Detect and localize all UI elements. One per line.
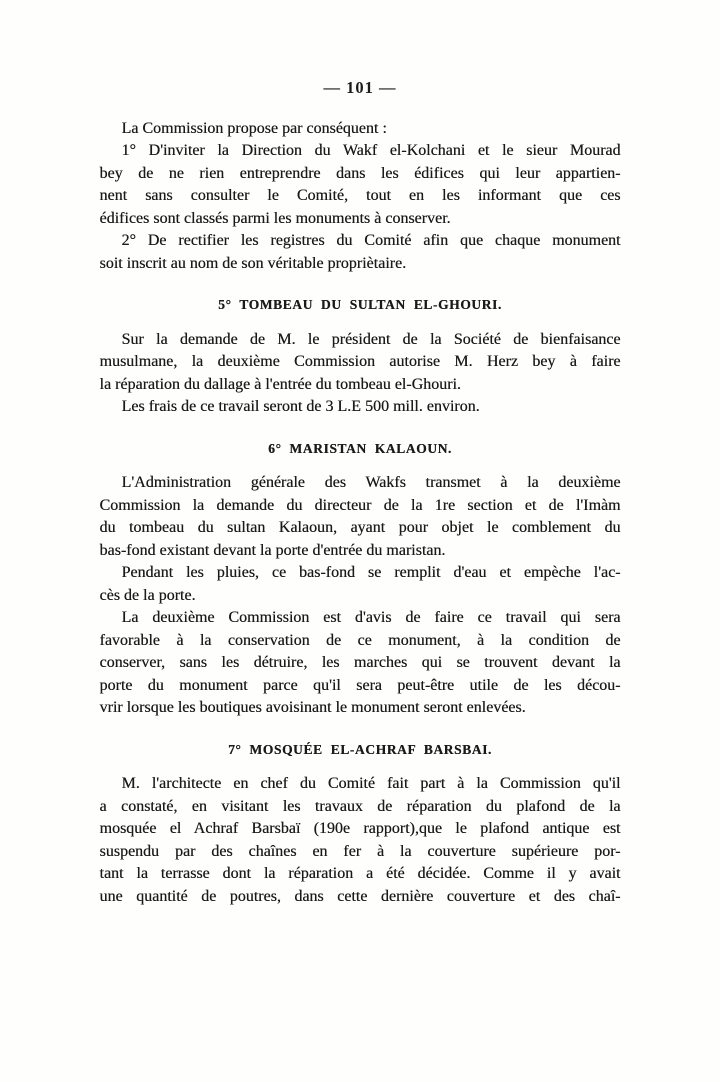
section-heading: 7° MOSQUÉE EL-ACHRAF BARSBAI.: [228, 741, 492, 757]
text-line: M. l'architecte en chef du Comité fait part à la Commission qu'il: [121, 775, 621, 792]
text-line: musulmane, la deuxième Commission autorise M. Herz bey à faire: [99, 353, 621, 370]
text-line: édifices sont classés parmi les monuments à conserver.: [99, 209, 451, 227]
text-line: 2° De rectifier les registres du Comité afin que chaque monument: [121, 232, 621, 249]
text-line: nent sans consulter le Comité, tout en les informant que ces: [99, 187, 621, 204]
paragraph: [100, 140, 621, 230]
text-line: du tombeau du sultan Kalaoun, ayant pour objet le comblement du: [99, 519, 621, 536]
text-line: soit inscrit au nom de son véritable propriètaire.: [99, 254, 407, 272]
paragraph: [100, 607, 621, 720]
text-line: vrir lorsque les boutiques avoisinant le monument seront enlevées.: [99, 699, 526, 716]
section-heading: 5° TOMBEAU DU SULTAN EL-GHOURI.: [218, 297, 502, 312]
paragraph: [100, 329, 621, 397]
text-line: L'Administration générale des Wakfs transmet à la deuxième: [121, 474, 621, 491]
text-line: une quantité de poutres, dans cette dernière couverture et des chaî-: [99, 887, 621, 905]
paragraph: [100, 230, 621, 275]
text-line: cès de la porte.: [99, 586, 196, 604]
paragraph: [100, 773, 621, 908]
text-line: Sur la demande de M. le président de la Société de bienfaisance: [121, 330, 621, 348]
section-heading: 6° MARISTAN KALAOUN.: [268, 440, 452, 456]
text-line: conserver, sans les détruire, les marches qui se trouvent devant la: [99, 654, 621, 671]
text-line: a constaté, en visitant les travaux de réparation du plafond de la: [99, 797, 621, 815]
text-line: bey de ne rien entreprendre dans les édifices qui leur appartien-: [99, 164, 621, 182]
text-line: la réparation du dallage à l'entrée du tombeau el-Ghouri.: [99, 375, 461, 393]
text-line: La Commission propose par conséquent :: [121, 119, 387, 137]
text-line: Pendant les pluies, ce bas-fond se remplit d'eau et empèche l'ac-: [121, 564, 621, 581]
paragraph: [100, 472, 621, 562]
text-line: favorable à la conservation de ce monument, à la condition de: [99, 631, 621, 649]
text-line: Commission la demande du directeur de la 1re section et de l'Imàm: [99, 496, 621, 514]
text-line: bas-fond existant devant la porte d'entrée du maristan.: [99, 541, 446, 559]
paragraph: [100, 396, 621, 419]
text-line: La deuxième Commission est d'avis de faire ce travail qui sera: [121, 609, 621, 626]
text-line: 1° D'inviter la Direction du Wakf el-Kolchani et le sieur Mourad: [121, 142, 621, 159]
paragraph: [100, 118, 621, 141]
text-line: tant la terrasse dont la réparation a été décidée. Comme il y avait: [99, 865, 621, 882]
text-line: Les frais de ce travail seront de 3 L.E 500 mill. environ.: [121, 398, 480, 415]
text-line: suspendu par des chaînes en fer à la couverture supérieure por-: [99, 842, 621, 860]
paragraph: [100, 562, 621, 607]
text-line: porte du monument parce qu'il sera peut-être utile de les décou-: [99, 676, 621, 694]
page-number: — 101 —: [323, 78, 397, 97]
text-column: [100, 118, 621, 909]
text-line: mosquée el Achraf Barsbaï (190e rapport),que le plafond antique est: [99, 820, 621, 837]
